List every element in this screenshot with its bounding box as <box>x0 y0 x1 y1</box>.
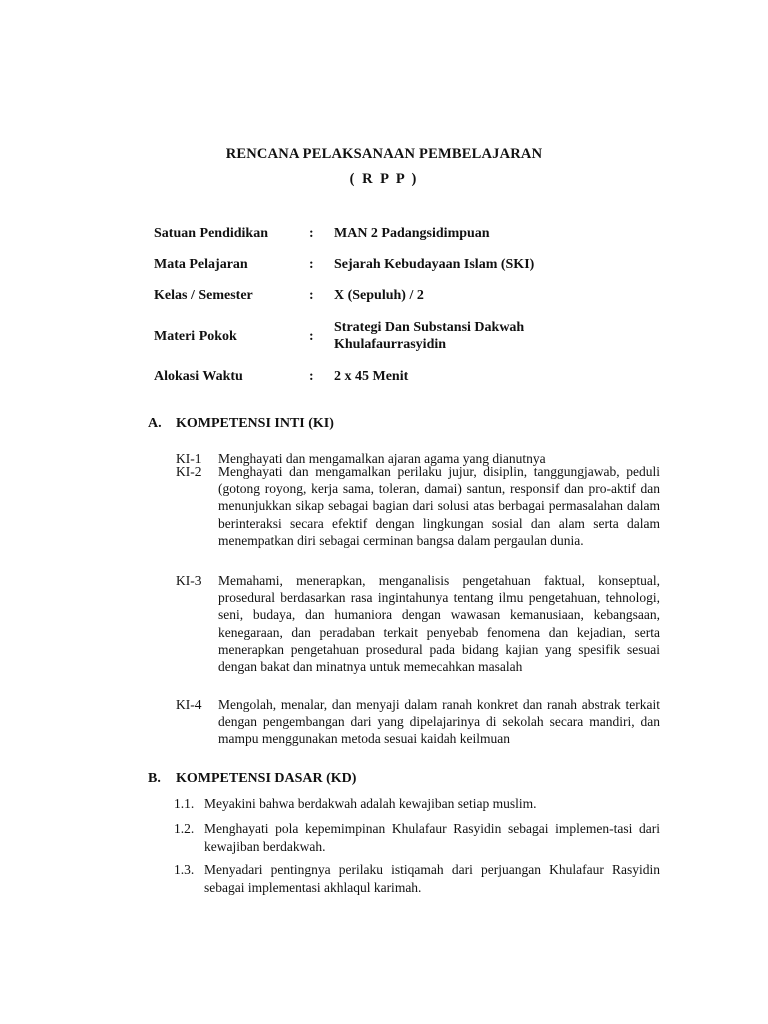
document-subtitle: ( R P P ) <box>349 171 419 187</box>
info-value: X (Sepuluh) / 2 <box>334 288 424 303</box>
info-value: MAN 2 Padangsidimpuan <box>334 226 490 241</box>
kd-text: Meyakini bahwa berdakwah adalah kewajiban setiap muslim. <box>204 796 537 811</box>
ki-code: KI-2 <box>176 464 202 479</box>
document-title: RENCANA PELAKSANAAN PEMBELAJARAN <box>225 146 543 162</box>
info-label: Satuan Pendidikan <box>154 226 268 241</box>
info-colon: : <box>309 288 314 303</box>
info-colon: : <box>309 257 314 272</box>
kd-number: 1.3. <box>174 862 195 877</box>
info-colon: : <box>309 329 314 344</box>
ki-text: Mengolah, menalar, dan menyaji dalam ranah konkret dan ranah abstrak terkait dengan pengembangan dari yang dipelajarinya di sekolah secara mandiri, dan mampu menggunakan metoda sesuai kaidah keilmuan <box>218 697 660 747</box>
info-label: Mata Pelajaran <box>154 257 248 272</box>
info-value: 2 x 45 Menit <box>334 369 409 384</box>
section-title: KOMPETENSI INTI (KI) <box>176 416 334 431</box>
kd-text: Menghayati pola kepemimpinan Khulafaur Rasyidin sebagai implemen-tasi dari kewajiban berdakwah. <box>204 821 660 854</box>
info-colon: : <box>309 369 314 384</box>
info-value: Strategi Dan Substansi Dakwah Khulafaurrasyidin <box>334 320 525 352</box>
info-colon: : <box>309 226 314 241</box>
ki-code: KI-1 <box>176 451 202 466</box>
ki-text: Memahami, menerapkan, menganalisis pengetahuan faktual, konseptual, prosedural berdasarkan rasa ingintahunya tentang ilmu pengetahuan, tehnologi, seni, budaya, dan humaniora dengan wawasan kemanusiaan, kebangsaan, kenegaraan, dan peradaban terkait penyebab fenomena dan kejadian, serta menerapkan pengetahuan prosedural pada bidang kajian yang spesifik sesuai dengan bakat dan minatnya untuk memecahkan masalah <box>218 573 660 675</box>
section-title: KOMPETENSI DASAR (KD) <box>176 771 357 786</box>
section-letter: B. <box>148 771 161 786</box>
info-label: Materi Pokok <box>154 329 237 344</box>
info-label: Kelas / Semester <box>154 288 253 303</box>
ki-code: KI-4 <box>176 697 202 712</box>
kd-number: 1.2. <box>174 821 195 836</box>
section-letter: A. <box>148 416 162 431</box>
ki-text: Menghayati dan mengamalkan ajaran agama yang dianutnya <box>218 451 546 466</box>
kd-number: 1.1. <box>174 796 195 811</box>
ki-code: KI-3 <box>176 573 202 588</box>
ki-text: Menghayati dan mengamalkan perilaku jujur, disiplin, tanggungjawab, peduli (gotong royong, kerja sama, toleran, damai) santun, responsif dan pro-aktif dan menunjukkan sikap sebagai bagian dari solusi atas berbagai permasalahan dalam berinteraksi secara efektif dengan lingkungan sosial dan alam serta dalam menempatkan diri sebagai cerminan bangsa dalam pergaulan dunia. <box>218 464 660 548</box>
kd-text: Menyadari pentingnya perilaku istiqamah dari perjuangan Khulafaur Rasyidin sebagai implementasi akhlaqul karimah. <box>204 862 660 895</box>
info-value: Sejarah Kebudayaan Islam (SKI) <box>334 257 535 272</box>
info-row-materi-pokok <box>154 319 674 355</box>
info-label: Alokasi Waktu <box>154 369 243 384</box>
